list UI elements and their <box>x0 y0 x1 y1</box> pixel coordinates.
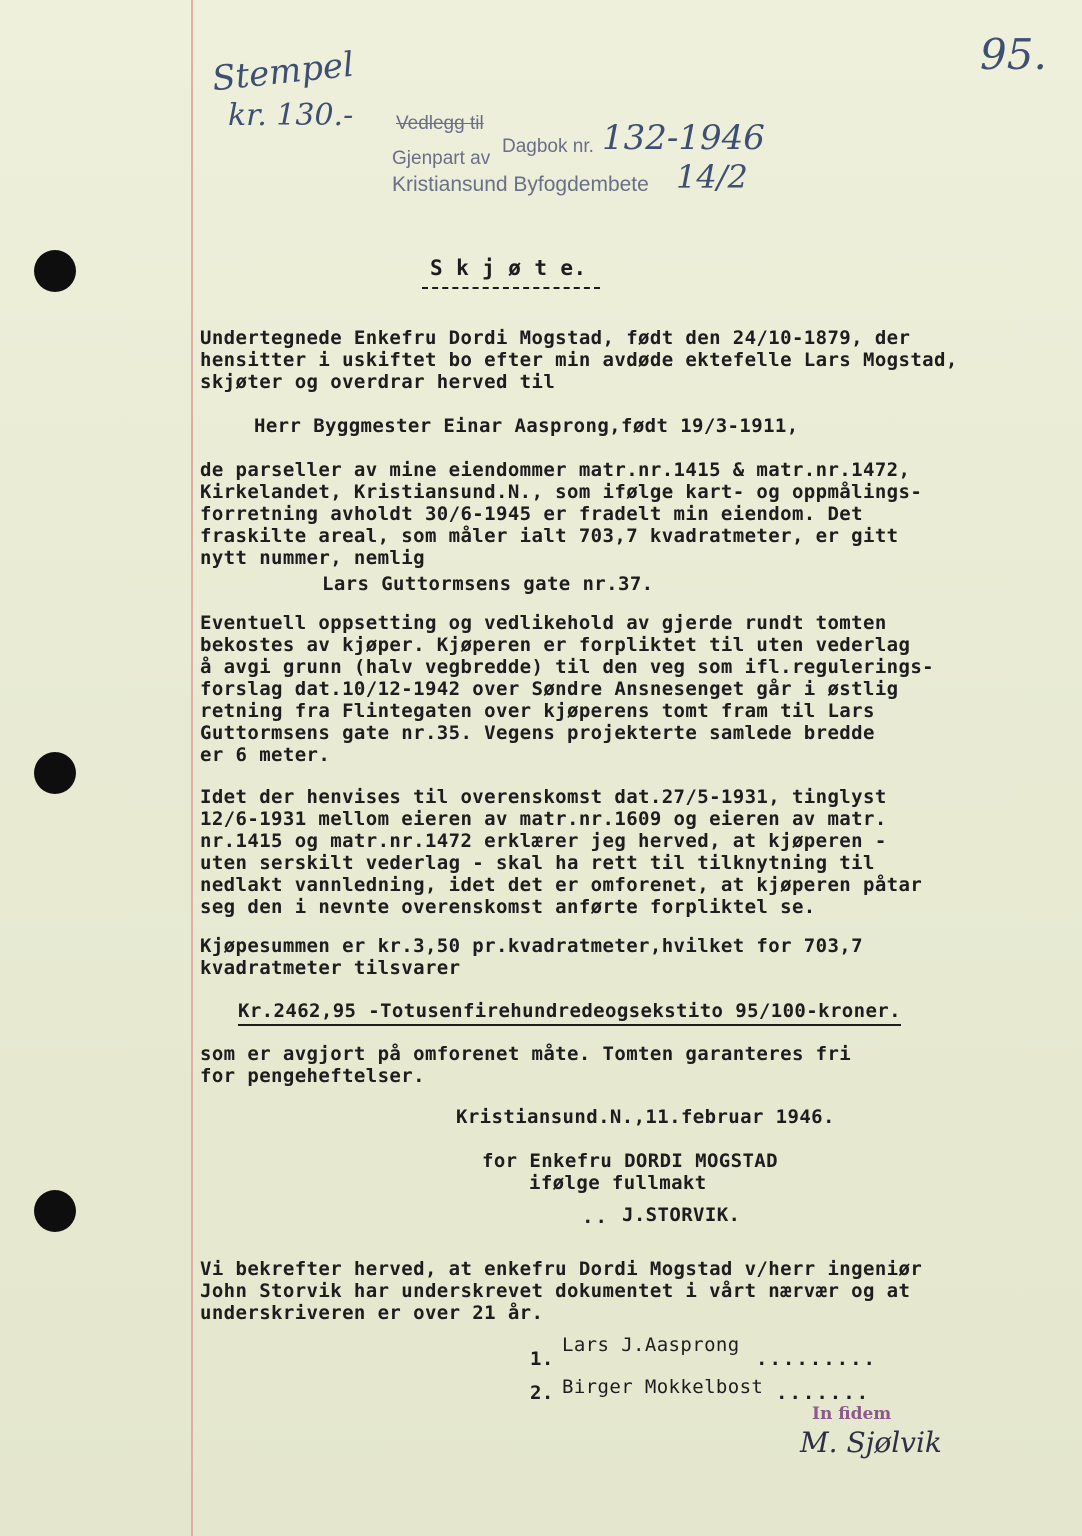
stamp-date: 14/2 <box>676 158 748 196</box>
text-line: 12/6-1931 mellom eieren av matr.nr.1609 og eieren av matr. <box>200 808 887 830</box>
text-line: Vi bekrefter herved, at enkefru Dordi Mogstad v/herr ingeniør <box>200 1258 923 1280</box>
margin-note-fee: kr. 130.- <box>228 98 354 133</box>
text-line: som er avgjort på omforenet måte. Tomten garanteres fri <box>200 1043 852 1065</box>
text-line: Kjøpesummen er kr.3,50 pr.kvadratmeter,hvilket for 703,7 <box>200 935 863 957</box>
text-line: nedlakt vannledning, idet det er omforenet, at kjøperen påtar <box>200 874 923 896</box>
page-number: 95. <box>980 30 1047 79</box>
text-line: for pengeheftelser. <box>200 1065 425 1087</box>
punch-hole <box>34 250 76 292</box>
signature-proxy-line: ifølge fullmakt <box>529 1172 707 1194</box>
text-line: kvadratmeter tilsvarer <box>200 957 461 979</box>
stamp-office: Kristiansund Byfogdembete <box>392 173 649 196</box>
address-line: Lars Guttormsens gate nr.37. <box>322 573 654 595</box>
stamp-gjenpart: Gjenpart av <box>392 148 491 169</box>
punch-hole <box>34 752 76 794</box>
text-line: seg den i nevnte overenskomst anførte forpliktel se. <box>200 896 816 918</box>
signature-for-line: for Enkefru DORDI MOGSTAD <box>482 1150 778 1172</box>
text-line: nytt nummer, nemlig <box>200 547 425 569</box>
in-fidem-stamp: In fidem <box>812 1404 892 1424</box>
text-line: underskriveren er over 21 år. <box>200 1302 544 1324</box>
stamp-vedlegg: Vedlegg til <box>396 113 484 134</box>
text-line: er 6 meter. <box>200 744 331 766</box>
certifier-signature: M. Sjølvik <box>800 1426 942 1459</box>
text-line: retning fra Flintegaten over kjøperens tomt fram til Lars <box>200 700 875 722</box>
text-line: Idet der henvises til overenskomst dat.27/5-1931, tinglyst <box>200 786 887 808</box>
signature-dots: .. <box>582 1206 609 1228</box>
amount-line: Kr.2462,95 -Totusenfirehundredeogsekstito 95/100-kroner. <box>238 1000 901 1026</box>
margin-note-stempel: Stempel <box>210 44 356 100</box>
stamp-dagbok-value: 132-1946 <box>602 118 765 158</box>
text-line: nr.1415 og matr.nr.1472 erklærer jeg herved, at kjøperen - <box>200 830 887 852</box>
text-line: bekostes av kjøper. Kjøperen er forpliktet til uten vederlag <box>200 634 911 656</box>
witness-dots: ......... <box>756 1348 877 1370</box>
stamp-dagbok-label: Dagbok nr. <box>502 136 594 157</box>
text-line: Eventuell oppsetting og vedlikehold av gjerde rundt tomten <box>200 612 887 634</box>
text-line: de parseller av mine eiendommer matr.nr.1415 & matr.nr.1472, <box>200 459 911 481</box>
text-line: Kirkelandet, Kristiansund.N., som ifølge kart- og oppmålings- <box>200 481 923 503</box>
place-date: Kristiansund.N.,11.februar 1946. <box>456 1106 835 1128</box>
text-line: Undertegnede Enkefru Dordi Mogstad, født den 24/10-1879, der <box>200 327 911 349</box>
text-line: fraskilte areal, som måler ialt 703,7 kvadratmeter, er gitt <box>200 525 899 547</box>
witness-dots: ....... <box>776 1382 871 1404</box>
text-line: hensitter i uskiftet bo efter min avdøde ektefelle Lars Mogstad, <box>200 349 958 371</box>
signer-name: J.STORVIK. <box>622 1204 741 1226</box>
text-line: Guttormsens gate nr.35. Vegens projekterte samlede bredde <box>200 722 875 744</box>
witness-name: Lars J.Aasprong <box>562 1334 740 1356</box>
text-line: uten serskilt vederlag - skal ha rett til tilknytning til <box>200 852 875 874</box>
punch-hole <box>34 1190 76 1232</box>
margin-rule <box>191 0 193 1536</box>
document-title: S k j ø t e. <box>430 256 587 280</box>
witness-number: 1. <box>530 1348 554 1370</box>
text-line: forslag dat.10/12-1942 over Søndre Ansnesenget går i østlig <box>200 678 899 700</box>
text-line: å avgi grunn (halv vegbredde) til den veg som ifl.regulerings- <box>200 656 935 678</box>
witness-number: 2. <box>530 1382 554 1404</box>
title-underline <box>422 287 600 289</box>
text-line: John Storvik har underskrevet dokumentet i vårt nærvær og at <box>200 1280 911 1302</box>
buyer-line: Herr Byggmester Einar Aasprong,født 19/3-1911, <box>254 415 799 437</box>
witness-name: Birger Mokkelbost <box>562 1376 764 1398</box>
text-line: skjøter og overdrar herved til <box>200 371 556 393</box>
text-line: forretning avholdt 30/6-1945 er fradelt min eiendom. Det <box>200 503 863 525</box>
